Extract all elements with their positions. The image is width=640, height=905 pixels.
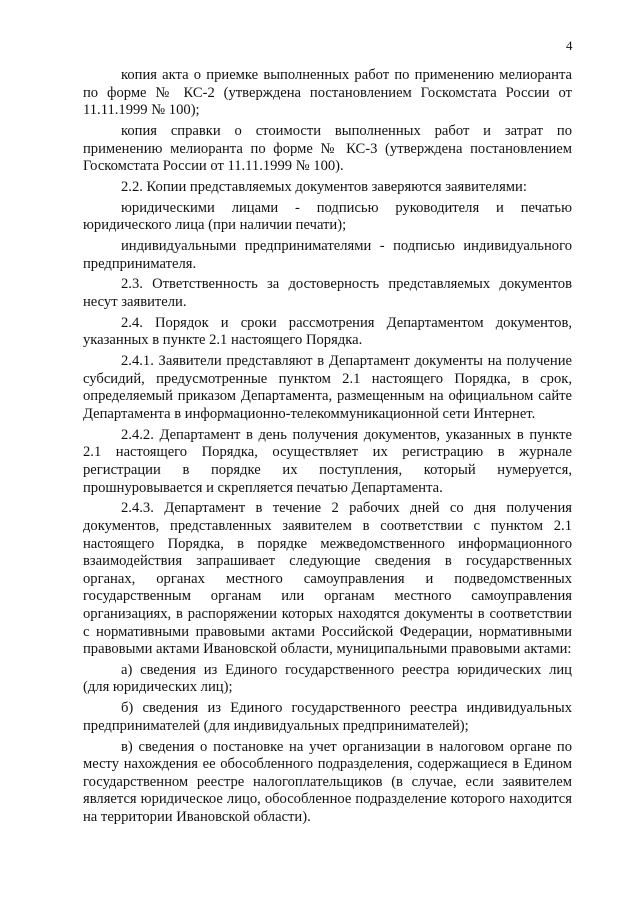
- paragraph-2-2: 2.2. Копии представляемых документов заверяются заявителями:: [121, 178, 527, 195]
- page-number: 4: [566, 38, 573, 53]
- paragraph-2-4-1: 2.4.1. Заявители представляют в Департамент документы на получение субсидий, предусмотренные пунктом 2.1 настоящего Порядка, в срок, определяемый приказом Департамента, размещенным на официальном сайте Департамента в информационно-телекоммуникационной сети Интернет.: [83, 353, 572, 422]
- paragraph-item-a: а) сведения из Единого государственного реестра юридических лиц (для юридических лиц);: [83, 661, 572, 696]
- paragraph-2-4-2: 2.4.2. Департамент в день получения документов, указанных в пункте 2.1 настоящего Порядка, осуществляет их регистрацию в журнале регистрации в порядке их поступления, который нумеруется, прошнуровывается и скрепляется печатью Департамента.: [83, 426, 572, 496]
- paragraph-item-c: в) сведения о постановке на учет организации в налоговом органе по месту нахождения ее обособленного подразделения, содержащиеся в Едином государственном реестре налогоплательщиков (в случае, если заявителем является юридическое лицо, обособленное подразделение которого находится на территории Ивановской области).: [83, 738, 572, 825]
- paragraph-individual-entrepreneurs: индивидуальными предпринимателями - подписью индивидуального предпринимателя.: [83, 238, 572, 272]
- paragraph-ks3-certificate: копия справки о стоимости выполненных работ и затрат по применению мелиоранта по форме № КС-3 (утверждена постановлением Госкомстата России от 11.11.1999 № 100).: [83, 122, 572, 175]
- paragraph-2-3: 2.3. Ответственность за достоверность представляемых документов несут заявители.: [83, 276, 572, 311]
- paragraph-item-b: б) сведения из Единого государственного реестра индивидуальных предпринимателей (для индивидуальных предпринимателей);: [83, 700, 572, 734]
- paragraph-ks2-act: копия акта о приемке выполненных работ по применению мелиоранта по форме № КС-2 (утверждена постановлением Госкомстата России от 11.11.1999 № 100);: [83, 67, 572, 119]
- paragraph-legal-entities: юридическими лицами - подписью руководителя и печатью юридического лица (при наличии печати);: [83, 199, 572, 234]
- document-body: [83, 67, 572, 830]
- paragraph-2-4-3: 2.4.3. Департамент в течение 2 рабочих дней со дня получения документов, представленных заявителем в соответствии с пунктом 2.1 настоящего Порядка, в порядке межведомственного информационного взаимодействия запрашивает следующие сведения в государственных органах, органах местного самоуправления и подведомственных государственным органам или органам местного самоуправления организациях, в распоряжении которых находятся документы в соответствии с нормативными правовыми актами Российской Федерации, нормативными правовыми актами Ивановской области, муниципальными правовыми актами:: [83, 500, 572, 658]
- paragraph-2-4: 2.4. Порядок и сроки рассмотрения Департаментом документов, указанных в пункте 2.1 настоящего Порядка.: [83, 314, 572, 349]
